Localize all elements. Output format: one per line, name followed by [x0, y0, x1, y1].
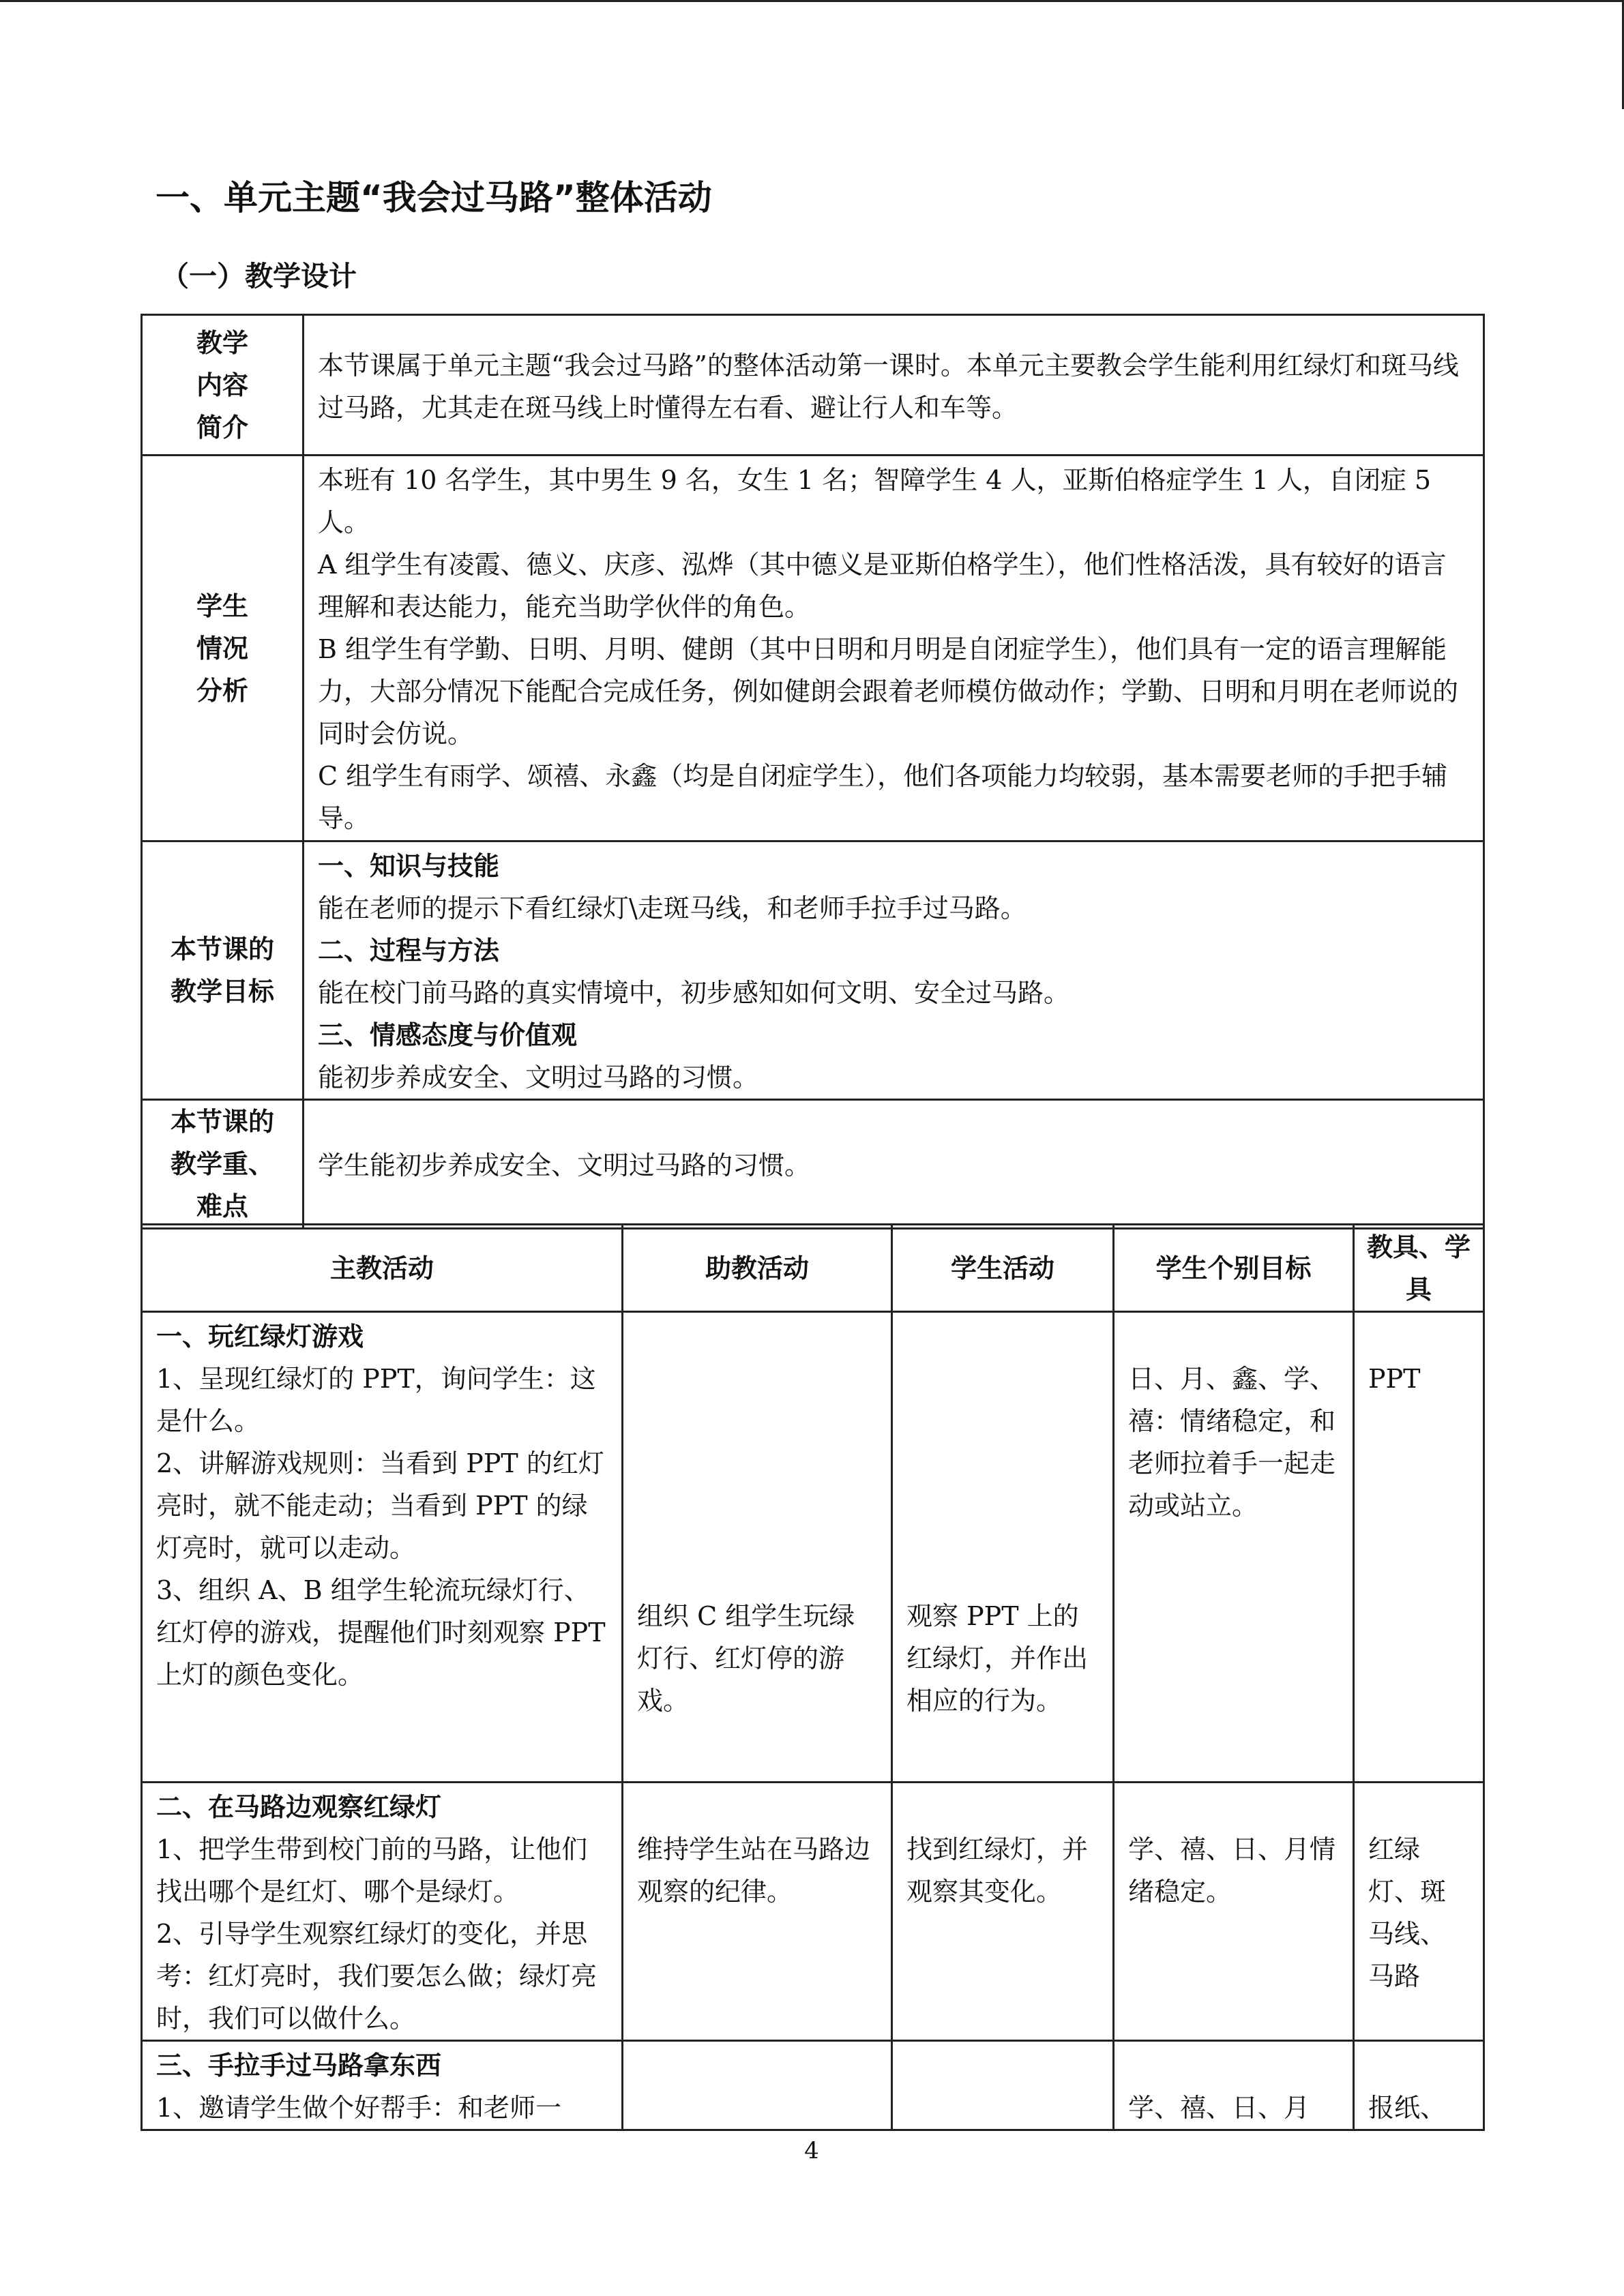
student-text: 找到红绿灯，并观察其变化。 [906, 1834, 1089, 1907]
analysis-paragraph: 本班有 10 名学生，其中男生 9 名，女生 1 名；智障学生 4 人，亚斯伯格症学生 1 人，自闭症 5 人。 [318, 465, 1432, 537]
label-line: 内容 [196, 370, 248, 400]
objective-heading: 二、过程与方法 [318, 936, 500, 966]
label-line: 简介 [196, 412, 248, 443]
tools-text: 红绿灯、斑马线、马路 [1368, 1834, 1447, 1991]
student-activity-cell [892, 1783, 1114, 2041]
key-points-text: 学生能初步养成安全、文明过马路的习惯。 [304, 1100, 1484, 1229]
label-line: 教学目标 [170, 976, 274, 1007]
objective-text: 能初步养成安全、文明过马路的习惯。 [318, 1062, 759, 1092]
label-line: 难点 [196, 1191, 248, 1221]
activity-step: 1、邀请学生做个好帮手：和老师一 [156, 2093, 562, 2123]
assistant-text: 维持学生站在马路边观察的纪律。 [637, 1834, 871, 1907]
main-activity-cell [142, 2041, 623, 2130]
activity-title: 三、手拉手过马路拿东西 [156, 2051, 442, 2081]
individual-goal-cell [1114, 1312, 1354, 1783]
content-intro-text: 本节课属于单元主题“我会过马路”的整体活动第一课时。本单元主要教会学生能利用红绿灯和斑马线过马路，尤其走在斑马线上时懂得左右看、避让行人和车等。 [304, 315, 1484, 456]
label-line: 分析 [196, 675, 248, 706]
section-subtitle: （一）教学设计 [161, 260, 357, 293]
header-individual-goal: 学生个别目标 [1114, 1225, 1354, 1312]
label-line: 本节课的 [170, 1107, 274, 1137]
activity-step: 1、呈现红绿灯的 PPT，询问学生：这是什么。 [156, 1364, 596, 1436]
student-activity-cell [892, 2041, 1114, 2130]
label-line: 教学 [196, 327, 248, 358]
tools-text: PPT [1368, 1364, 1421, 1394]
label-line: 教学重、 [170, 1149, 274, 1179]
header-tools: 教具、学具 [1354, 1225, 1484, 1312]
objective-heading: 三、情感态度与价值观 [318, 1020, 578, 1050]
key-points-label [142, 1100, 304, 1229]
activity-step: 2、引导学生观察红绿灯的变化，并思考：红灯亮时，我们要怎么做；绿灯亮时，我们可以做什么。 [156, 1919, 597, 2033]
label-line: 本节课的 [170, 934, 274, 964]
objectives-row [142, 841, 1484, 1100]
top-border-line [0, 0, 1624, 2]
assistant-activity-cell [623, 2041, 892, 2130]
header-assistant-activity: 助教活动 [623, 1225, 892, 1312]
page-title: 一、单元主题“我会过马路”整体活动 [156, 178, 712, 218]
objective-text: 能在老师的提示下看红绿灯\走斑马线，和老师手拉手过马路。 [318, 893, 1027, 923]
student-text: 观察 PPT 上的红绿灯，并作出相应的行为。 [906, 1601, 1089, 1716]
tools-cell [1354, 1312, 1484, 1783]
content-intro-label [142, 315, 304, 456]
assistant-activity-cell [623, 1312, 892, 1783]
activity-step: 1、把学生带到校门前的马路，让他们找出哪个是红灯、哪个是绿灯。 [156, 1834, 588, 1907]
content-intro-row [142, 315, 1484, 456]
activity-title: 一、玩红绿灯游戏 [156, 1322, 364, 1352]
objective-text: 能在校门前马路的真实情境中，初步感知如何文明、安全过马路。 [318, 978, 1070, 1008]
page-number: 4 [804, 2137, 819, 2164]
analysis-paragraph: C 组学生有雨学、颂禧、永鑫（均是自闭症学生），他们各项能力均较弱，基本需要老师的手把手辅导。 [318, 761, 1448, 833]
individual-goal-cell [1114, 2041, 1354, 2130]
label-line: 学生 [196, 591, 248, 621]
activity-header-row [142, 1225, 1484, 1312]
activity-title: 二、在马路边观察红绿灯 [156, 1792, 442, 1822]
objectives-label [142, 841, 304, 1100]
activity-row [142, 2041, 1484, 2130]
label-line: 情况 [196, 633, 248, 664]
objectives-text [304, 841, 1484, 1100]
student-analysis-label [142, 456, 304, 841]
student-activity-cell [892, 1312, 1114, 1783]
student-analysis-row [142, 456, 1484, 841]
activity-table [141, 1223, 1485, 2131]
activity-step: 2、讲解游戏规则：当看到 PPT 的红灯亮时，就不能走动；当看到 PPT 的绿灯亮时，就可以走动。 [156, 1448, 604, 1563]
individual-text: 学、禧、日、月情绪稳定。 [1128, 1834, 1336, 1907]
individual-text: 学、禧、日、月 [1128, 2093, 1310, 2123]
analysis-paragraph: B 组学生有学勤、日明、月明、健朗（其中日明和月明是自闭症学生），他们具有一定的语言理解能力，大部分情况下能配合完成任务，例如健朗会跟着老师模仿做动作；学勤、日明和月明在老师说的同时会仿说。 [318, 634, 1459, 749]
activity-row [142, 1783, 1484, 2041]
individual-goal-cell [1114, 1783, 1354, 2041]
activity-row [142, 1312, 1484, 1783]
tools-cell [1354, 2041, 1484, 2130]
individual-text: 日、月、鑫、学、禧：情绪稳定，和老师拉着手一起走动或站立。 [1128, 1364, 1336, 1521]
assistant-text: 组织 C 组学生玩绿灯行、红灯停的游戏。 [637, 1601, 855, 1716]
header-student-activity: 学生活动 [892, 1225, 1114, 1312]
analysis-paragraph: A 组学生有凌霞、德义、庆彦、泓烨（其中德义是亚斯伯格学生），他们性格活泼，具有较好的语言理解和表达能力，能充当助学伙伴的角色。 [318, 550, 1447, 622]
info-table [141, 314, 1485, 1229]
header-main-activity: 主教活动 [142, 1225, 623, 1312]
tools-cell [1354, 1783, 1484, 2041]
student-analysis-text [304, 456, 1484, 841]
objective-heading: 一、知识与技能 [318, 851, 500, 881]
key-points-row [142, 1100, 1484, 1229]
main-activity-cell [142, 1783, 623, 2041]
tools-text: 报纸、 [1368, 2093, 1447, 2123]
main-activity-cell [142, 1312, 623, 1783]
activity-step: 3、组织 A、B 组学生轮流玩绿灯行、红灯停的游戏，提醒他们时刻观察 PPT 上灯的颜色变化。 [156, 1575, 606, 1690]
assistant-activity-cell [623, 1783, 892, 2041]
